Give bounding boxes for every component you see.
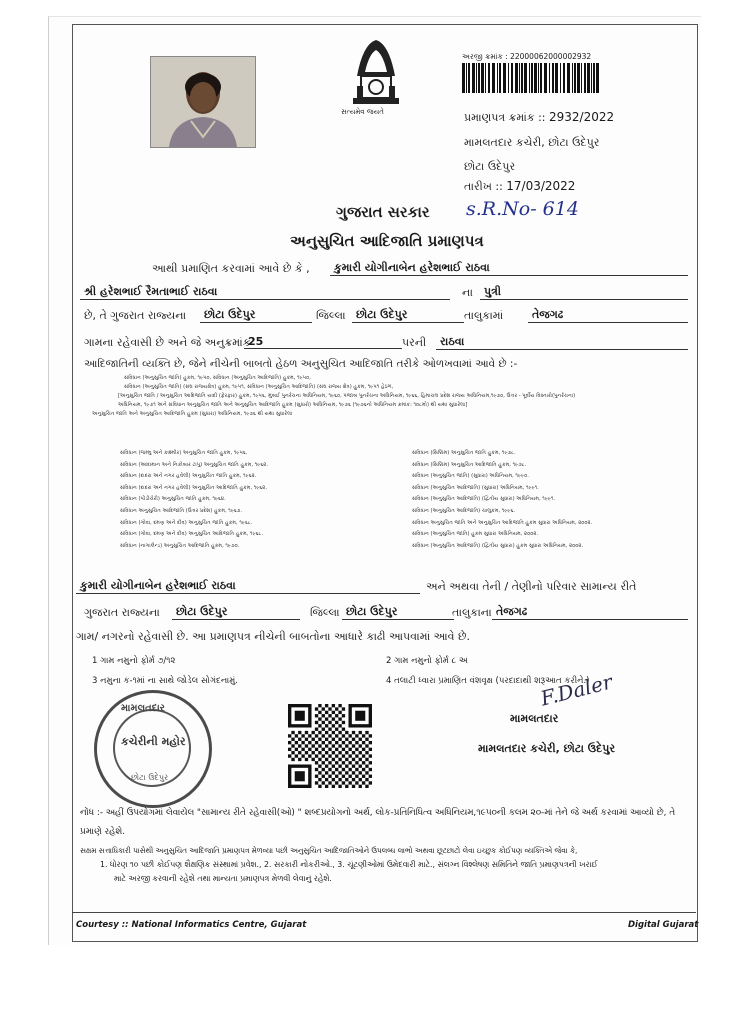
person-photo-icon <box>151 57 255 147</box>
order-line: સંવિધાન (પોંડીચેરી) અનુસુચિત જાતિ હુકમ, ૧૯૬૪. <box>120 496 226 503</box>
order-line: સંવિધાન (અનુસુચિત આદિજાતિ) (દ્વિતીય સુધારા) અધિનિયમ, ૧૯૯૧. <box>412 496 556 503</box>
order-line: સંવિધાન (સિક્કિમ) અનુસુચિત જાતિ હુકમ, ૧૯૭૮. <box>412 450 516 456</box>
competent-authority-list-end: માટે અરજી કરવાની રહેશે તથા માન્યતા પ્રમાણપત્ર મેળવી લેવાનું રહેશે. <box>114 874 332 883</box>
office-seal <box>94 690 212 808</box>
government-title: ગુજરાત સરકાર <box>336 203 430 221</box>
declaration-text: આદિજાતિની વ્યક્તિ છે, જેને નીચેની બાબતો હેઠળ અનુસુચિત આદિજાતિ તરીકે ઓળખવામાં આવે છે :- <box>84 358 518 370</box>
relation: પુત્રી <box>480 285 688 300</box>
doc-item: 3 નમુના ક-૧માં ના સાથે જોડેલ સોગંદનામું. <box>92 676 238 686</box>
residence-district-2: છોટા ઉદેપુર <box>342 605 454 620</box>
applicant-photo <box>150 56 256 148</box>
seal-bottom-text: છોટા ઉદેપુર <box>131 773 169 782</box>
family-text: અને અથવા તેની / તેણીનો પરિવાર સામાન્ય રીતે <box>426 580 637 593</box>
qr-code-icon <box>288 704 372 788</box>
seal-top-text: મામલતદાર <box>121 703 165 714</box>
certificate-number: પ્રમાણપત્ર ક્રમાંક :: 2932/2022 <box>464 110 615 124</box>
residence-district-label: જિલ્લા <box>310 606 340 619</box>
footer-courtesy: Courtesy :: National Informatics Centre, Gujarat <box>76 920 307 930</box>
tribe-name: રાઠવા <box>436 335 688 350</box>
order-line: સંવિધાન (દાદરા અને નગર હવેલી) અનુસુચિત આદિજાતિ હુકમ, ૧૯૬૨. <box>120 484 267 491</box>
signatory-designation: મામલતદાર <box>510 712 559 725</box>
note-text: નોંધ :- અહીં ઉપયોગમાં લેવાયેલ "સામાન્ય રીતે રહેવાસી(ઓ) " શબ્દપ્રયોગનો અર્થ, લોક-પ્રતિનિધિત્વ અધિનિયમ,૧૯૫૦ની કલમ ૨૦-માં તેને જે અર્થ કરવામાં આવ્યો છે, તે પ્રમાણે રહેશે. <box>80 808 676 837</box>
competent-authority-text: સક્ષમ સત્તાધિકારી પાસેથી અનુસુચિત આદિજાતિ પ્રમાણપત્ર મેળવ્યા પછી અનુસુચિત આદિજાતિઓને ઉપલબ્ધ લાભો અથવા છૂટછાટો લેવા ઇચ્છુક કોઈપણ વ્યક્તિએ જેવા કે, <box>80 846 578 855</box>
na-label: ના <box>462 286 473 299</box>
district-label: જિલ્લા <box>316 309 346 322</box>
parvani-label: પરની <box>402 336 427 349</box>
orders-top <box>92 376 575 421</box>
applicant-name: કુમારી યોગીનાબેન હરેશભાઈ રાઠવા <box>330 261 688 276</box>
doc-item: 4 તલાટી ધ્વારા પ્રમાણિત વંશવૃક્ષ (પરદાદાથી શરૂઆત કરીને.) <box>386 676 590 686</box>
order-line: સંવિધાન (ગોવા, દમણ અને દીવ) અનુસુચિત જાતિ હુકમ, ૧૯૬૮. <box>120 519 253 526</box>
order-line: સંવિધાન (ગોવા, દમણ અને દીવ) અનુસુચિત આદિજાતિ હુકમ, ૧૯૬૮. <box>120 531 264 538</box>
orders-right-column <box>412 451 592 555</box>
district-2: છોટા ઉદેપુર <box>352 308 464 323</box>
doc-item: 1 ગામ નમુનો ફોર્મ ૭/૧૨ <box>92 656 176 666</box>
order-line: સંવિધાન (અનુસુચિત જાતિ) (સંઘ રાજ્યક્ષેત્ર) હુકમ, ૧૯૫૧, સંવિધાન (અનુસુચિત આદિજાતિ) (સંઘ રાજ્ય ક્ષેત્ર) હુકમ, ૧૯૫૧ હેઠળ, <box>124 384 394 390</box>
order-line: સંવિધાન (દાદરા અને નગર હવેલી) અનુસુચિત જાતિ હુકમ, ૧૯૬૨. <box>120 473 257 480</box>
handwritten-reference: s.R.No- 614 <box>466 198 579 220</box>
order-line: અધિનિયમ, ૧૯૭૧ અને સંવિધાન અનુસુચિત જાતિ અને અનુસુચિત આદિજાતિ હુકમ (સુધારો) અધિનિયમ, ૧૯૭૬ (૧૯૭૬નો અધિનિયમ ક્રમાંક: ૧૦૮મો) થી યથા સુધારેલા] <box>118 402 468 408</box>
issue-date: તારીખ :: 17/03/2022 <box>464 179 576 193</box>
doc-item: 2 ગામ નમુનો ફોર્મ ૮ અ <box>386 656 468 666</box>
family-name: કુમારી યોગીનાબેન હરેશભાઈ રાઠવા <box>76 579 420 594</box>
office-line-2: છોટા ઉદેપુર <box>464 160 516 173</box>
footer-divider <box>72 912 696 913</box>
residence-district-1: છોટા ઉદેપુર <box>172 605 300 620</box>
order-line: સંવિધાન અનુસુચિત જાતિ અને અનુસુચિત આદિજાતિ હુકમ સુધારા અધિનિયમ, ૨૦૦૨. <box>412 519 593 526</box>
order-line: સંવિધાન (અનુસુચિત જાતિ) હુકમ, ૧૯૫૦, સંવિધાન (અનુસુચિત આદિજાતિ) હુકમ, ૧૯૫૦, <box>124 375 311 381</box>
state-text: છે, તે ગુજરાત રાજ્યના <box>84 309 187 322</box>
emblem-of-india-icon <box>343 36 409 118</box>
district-1: છોટા ઉદેપુર <box>200 308 312 323</box>
order-line: સંવિધાન (અનુસુચિત જાતિ) (સુધારા) અધિનિયમ, ૧૯૯૦. <box>412 473 529 480</box>
order-line: સંવિધાન (અનુસુચિત આદિજાતિ) ચાલુકમ, ૧૯૯૬. <box>412 507 516 514</box>
order-line: [અનુસુચિત જાતિ / અનુસુચિત આદિજાતિ યાદી (ફેરફાર) હુકમ, ૧૯૫૬, મુંબઈ પુનર્રચના અધિનિયમ, ૧૯૬૦, પંજાબ પુનર્રચના અધિનિયમ, ૧૯૬૬, હિમાચલ પ્રદેશ રાજ્ય અધિનિયમ,૧૯૭૦, ઉત્તર - પૂર્વીય વિસ્તારો(પુનર્રચના) <box>118 393 576 399</box>
seal-center-text: કચેરીની મહોર <box>121 735 186 748</box>
order-line: સંવિધાન અનુસુચિત આદિજાતિ (ઉત્તર પ્રદેશ) હુકમ, ૧૯૬૭. <box>120 507 243 514</box>
office-line-1: મામલતદાર કચેરી, છોટા ઉદેપુર <box>464 136 600 149</box>
footer-digital-gujarat: Digital Gujarat <box>628 920 699 930</box>
certificate-title: અનુસુચિત આદિજાતિ પ્રમાણપત્ર <box>290 232 484 250</box>
order-line: સંવિધાન (અનુસુચિત જાતિ) હુકમ સુધારા અધિનિયમ, ૨૦૦૨. <box>412 531 539 538</box>
application-number-label: અરજી ક્રમાંક : 22000062000002932 <box>462 52 592 61</box>
basis-text: ગામ/ નગરનો રહેવાસી છે. આ પ્રમાણપત્ર નીચેની બાબતોના આધારે કાઢી આપવામાં આવે છે. <box>76 630 471 643</box>
taluka-label: તાલુકામાં <box>464 309 504 322</box>
order-line: સંવિધાન (આંદામાન અને નિકોબાર ટાપુ) અનુસુચિત જાતિ હુકમ, ૧૯૬૨. <box>120 461 268 468</box>
village-text: ગામના રહેવાસી છે અને જે અનુક્રમાંક <box>84 336 251 349</box>
order-line: સંવિધાન (નાગાલેન્ડ) અનુસુચિત આદિજાતિ હુકમ, ૧૯૭૦. <box>120 542 240 549</box>
residence-taluka: તેજગઢ <box>492 605 688 620</box>
signatory-office: મામલતદાર કચેરી, છોટા ઉદેપુર <box>478 742 616 755</box>
order-line: સંવિધાન (અનુસુચિત આદિજાતિ) (સુધારા) અધિનિયમ, ૧૯૯૧. <box>412 484 539 491</box>
emblem-motto: સત્યમેવ જયતે <box>341 108 384 116</box>
barcode-icon <box>462 63 602 93</box>
certify-text: આથી પ્રમાણિત કરવામાં આવે છે કે , <box>152 262 310 275</box>
orders-left-column <box>120 451 268 555</box>
residence-taluka-label: તાલુકાના <box>452 606 492 619</box>
signature-scribble: F.Daler <box>538 669 615 711</box>
gujarat-text: ગુજરાત રાજ્યના <box>84 606 160 619</box>
father-name: શ્રી હરેશભાઈ રૈમતાભાઈ રાઠવા <box>80 285 450 300</box>
order-line: અનુસુચિત જાતિ અને અનુસુચિત આદિજાતિ હુકમ (સુધારા) અધિનિયમ, ૧૯૭૬ થી યથા સુધારેલા <box>92 411 293 417</box>
serial-number: 25 <box>244 335 402 349</box>
competent-authority-list: 1. ધોરણ ૧૦ પછી કોઈપણ શૈક્ષણિક સંસ્થામાં પ્રવેશ., 2. સરકારી નોકરીઓ., 3. ચૂંટણીઓમાં ઉમેદવારી માટે., સંલગ્ન વિશ્લેષણ સમિતિને જાતિ પ્રમાણપત્રની ખરાઈ <box>100 860 598 869</box>
order-line: સંવિધાન (સિક્કિમ) અનુસુચિત આદિજાતિ હુકમ, ૧૯૭૮. <box>412 461 527 468</box>
taluka: તેજગઢ <box>528 308 688 323</box>
order-line: સંવિધાન (જમ્મુ અને કાશ્મીર) અનુસુચિત જાતિ હુકમ, ૧૯૫૬. <box>120 450 248 456</box>
order-line: સંવિધાન (અનુસુચિત આદિજાતિ) (દ્વિતીય સુધારા) હુકમ સુધારા અધિનિયમ, ૨૦૦૨. <box>412 542 584 549</box>
